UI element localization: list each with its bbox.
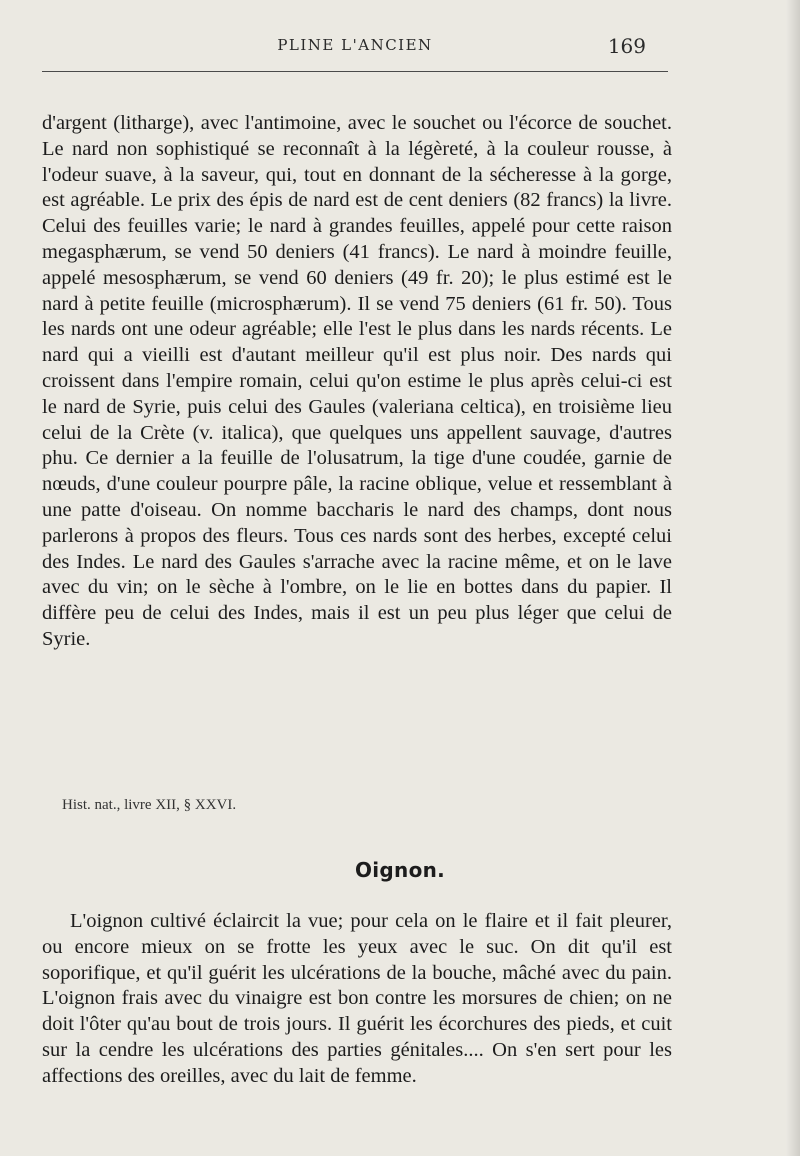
nard-text-block bbox=[42, 111, 672, 653]
oignon-paragraph: L'oignon cultivé éclaircit la vue; pour cela on le flaire et il fait pleurer, ou encore mieux on se frotte les yeux avec le suc. On dit qu'il est soporifique, et qu'il guérit les ulcérations de la bouche, mâché avec du pain. L'oignon frais avec du vinaigre est bon contre les morsures de chien; on ne doit l'ôter qu'au bout de trois jours. Il guérit les écorchures des pieds, et cuit sur la cendre les ulcérations des parties génitales.... On s'en sert pour les affections des oreilles, avec du lait de femme. bbox=[42, 910, 672, 1087]
page-number: 169 bbox=[607, 34, 646, 58]
oignon-text-block bbox=[42, 909, 672, 1090]
page-edge-shadow bbox=[786, 0, 800, 1156]
running-title: PLINE L'ANCIEN bbox=[277, 36, 433, 54]
page-header bbox=[42, 34, 668, 64]
header-rule bbox=[42, 71, 668, 72]
source-citation: Hist. nat., livre XII, § XXVI. bbox=[62, 797, 237, 813]
section-title-oignon: Oignon. bbox=[354, 858, 446, 882]
nard-paragraph: d'argent (litharge), avec l'antimoine, avec le souchet ou l'écorce de souchet. Le nard non sophistiqué se reconnaît à la légèreté, à la couleur rousse, à l'odeur suave, à la saveur, qui, tout en donnant de la sécheresse à la gorge, est agréable. Le prix des épis de nard est de cent deniers (82 francs) la livre. Celui des feuilles varie; le nard à grandes feuilles, appelé pour cette raison megasphærum, se vend 50 deniers (41 francs). Le nard à moindre feuille, appelé mesosphærum, se vend 60 deniers (49 fr. 20); le plus estimé est le nard à petite feuille (microsphærum). Il se vend 75 deniers (61 fr. 50). Tous les nards ont une odeur agréable; elle l'est le plus dans les nards récents. Le nard qui a vieilli est d'autant meilleur qu'il est plus noir. Des nards qui croissent dans l'empire romain, celui qu'on estime le plus après celui-ci est le nard de Syrie, puis celui des Gaules (valeriana celtica), en troisième lieu celui de la Crète (v. italica), que quelques uns appellent sauvage, d'autres phu. Ce dernier a la feuille de l'olusatrum, la tige d'une coudée, garnie de nœuds, d'une couleur pourpre pâle, la racine oblique, velue et ressemblant à une patte d'oiseau. On nomme baccharis le nard des champs, dont nous parlerons à propos des fleurs. Tous ces nards sont des herbes, excepté celui des Indes. Le nard des Gaules s'arrache avec la racine même, et on le lave avec du vin; on le sèche à l'ombre, on le lie en bottes dans du papier. Il diffère peu de celui des Indes, mais il est un peu plus léger que celui de Syrie. bbox=[42, 112, 672, 650]
